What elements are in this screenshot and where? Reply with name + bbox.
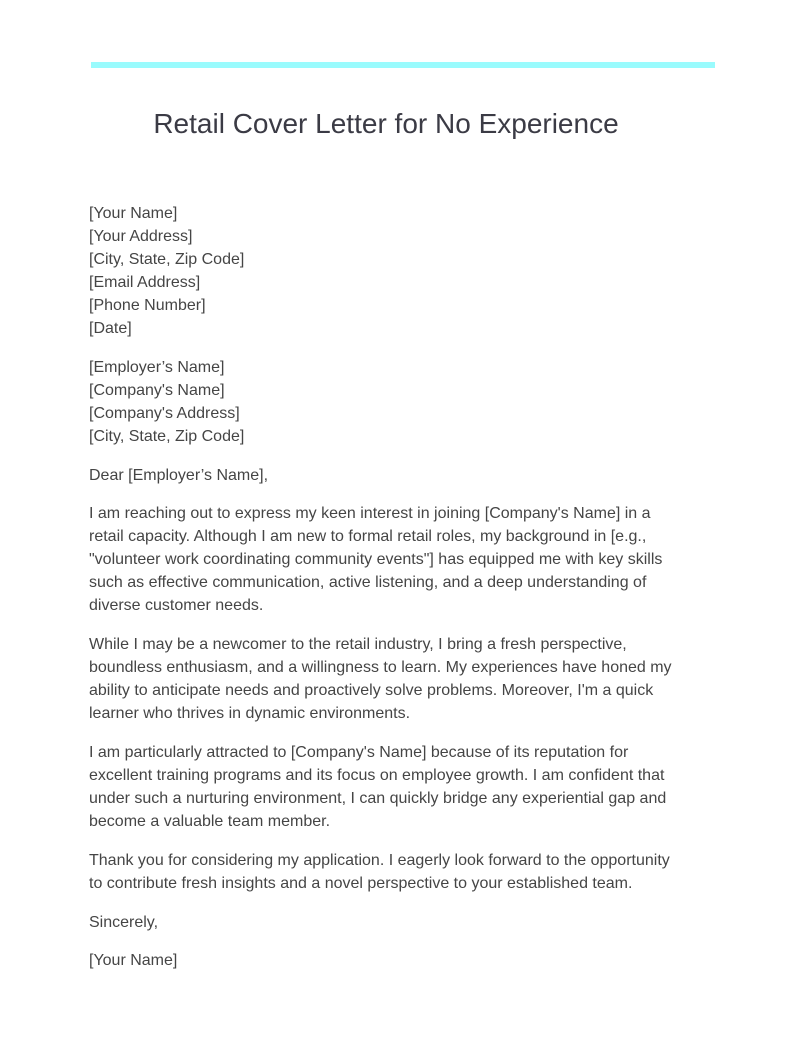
text-line: become a valuable team member. — [89, 813, 331, 830]
paragraph-2 — [89, 633, 672, 725]
text-line: retail capacity. Although I am new to formal retail roles, my background in [e.g., — [89, 528, 647, 545]
company-name: [Company's Name] — [89, 382, 225, 399]
sender-address-line: [Your Address] — [89, 228, 193, 245]
text-line: diverse customer needs. — [89, 597, 264, 614]
text-line: While I may be a newcomer to the retail industry, I bring a fresh perspective, — [89, 636, 627, 653]
text-line: under such a nurturing environment, I can quickly bridge any experiential gap and — [89, 790, 667, 807]
sender-city: [City, State, Zip Code] — [89, 251, 245, 268]
signature: [Your Name] — [89, 952, 178, 969]
text-line: I am reaching out to express my keen interest in joining [Company's Name] in a — [89, 505, 651, 522]
employer-name: [Employer’s Name] — [89, 359, 225, 376]
closing: Sincerely, — [89, 914, 159, 931]
text-line: to contribute fresh insights and a novel perspective to your established team. — [89, 875, 633, 892]
company-city: [City, State, Zip Code] — [89, 428, 245, 445]
paragraph-1 — [89, 502, 662, 617]
salutation: Dear [Employer’s Name], — [89, 467, 269, 484]
text-line: boundless enthusiasm, and a willingness to learn. My experiences have honed my — [89, 659, 672, 676]
sender-email: [Email Address] — [89, 274, 201, 291]
text-line: excellent training programs and its focus on employee growth. I am confident that — [89, 767, 665, 784]
text-line: ability to anticipate needs and proactively solve problems. Moreover, I'm a quick — [89, 682, 654, 699]
text-line: "volunteer work coordinating community events"] has equipped me with key skills — [89, 551, 663, 568]
document-title: Retail Cover Letter for No Experience — [153, 108, 619, 139]
company-address: [Company's Address] — [89, 405, 240, 422]
sender-name: [Your Name] — [89, 205, 178, 222]
recipient-address — [89, 356, 244, 448]
text-line: I am particularly attracted to [Company's Name] because of its reputation for — [89, 744, 629, 761]
sender-phone: [Phone Number] — [89, 297, 206, 314]
sender-address — [89, 202, 244, 340]
text-line: Thank you for considering my application. I eagerly look forward to the opportunity — [89, 852, 670, 869]
letter-date: [Date] — [89, 320, 132, 337]
text-line: learner who thrives in dynamic environments. — [89, 705, 411, 722]
paragraph-4 — [89, 849, 670, 895]
paragraph-3 — [89, 741, 666, 833]
accent-bar — [91, 62, 715, 68]
text-line: such as effective communication, active listening, and a deep understanding of — [89, 574, 647, 591]
